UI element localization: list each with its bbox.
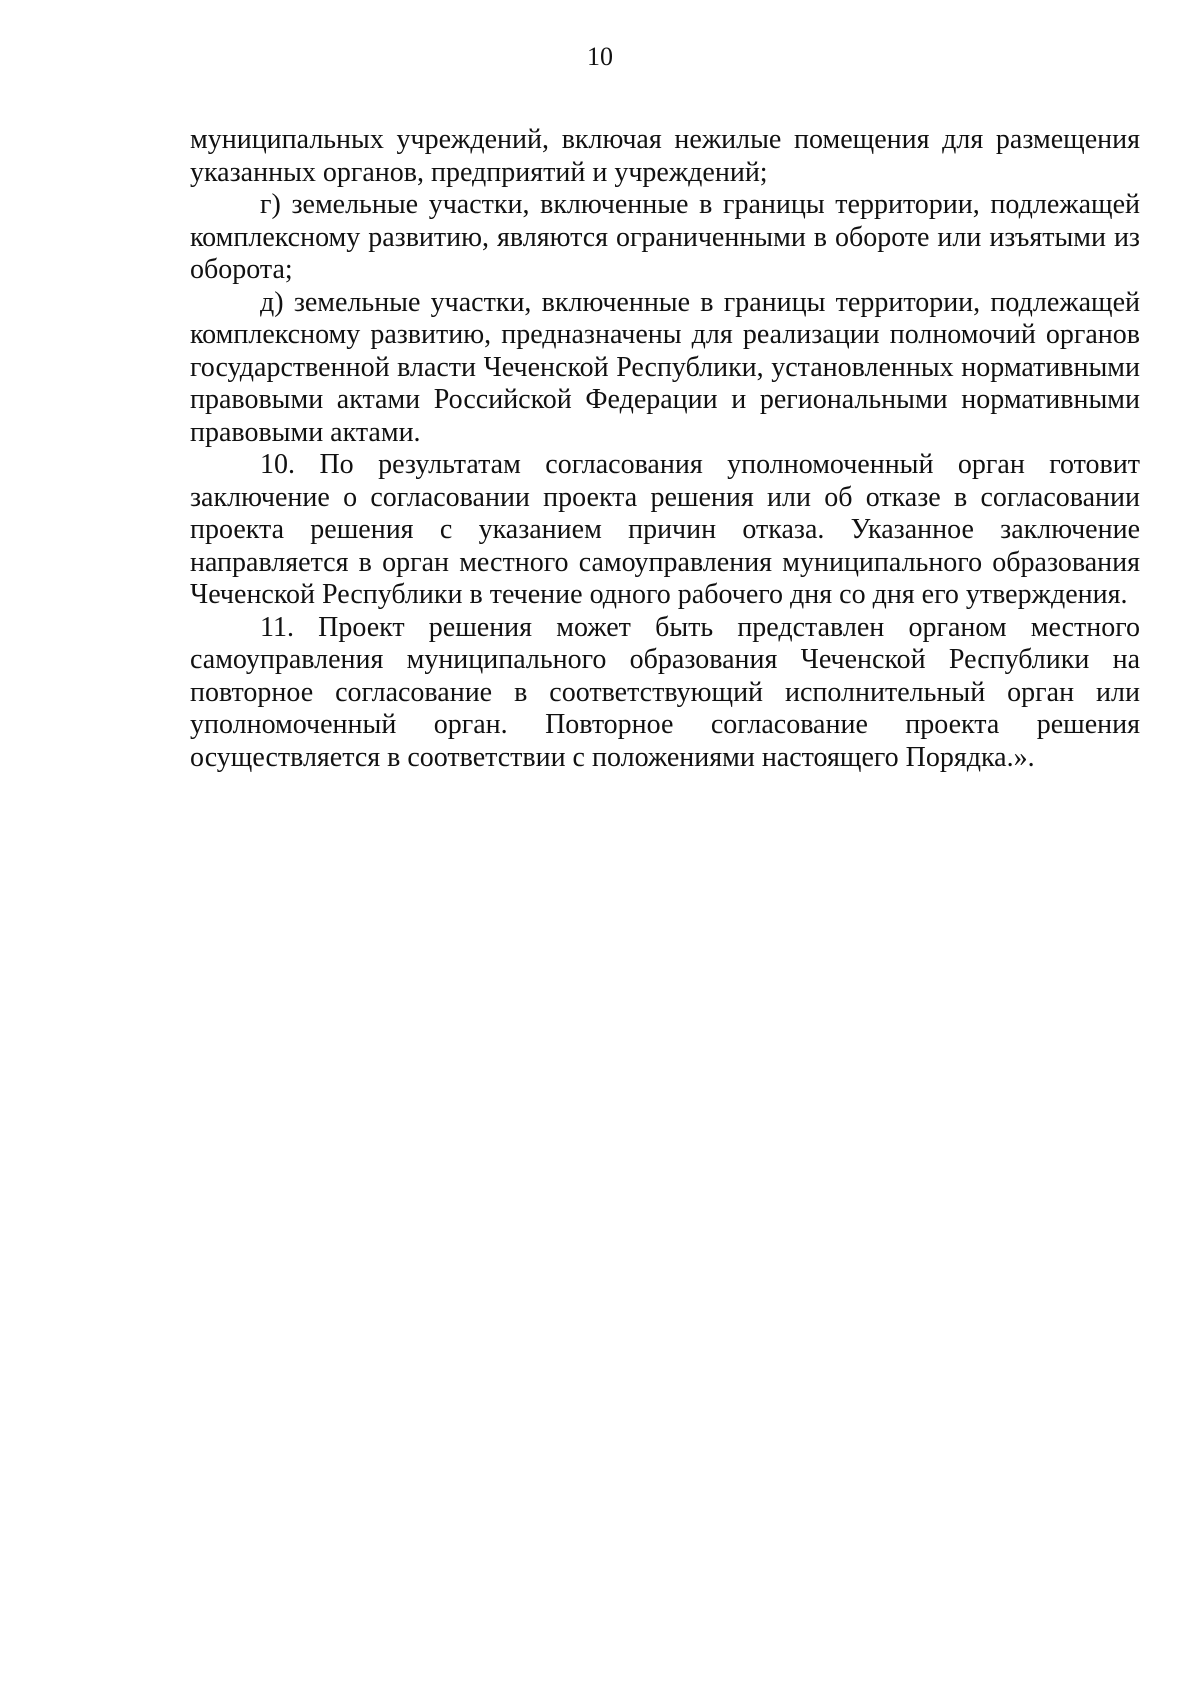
paragraph-item-g: г) земельные участки, включенные в границы территории, подлежащей комплексному развитию, являются ограниченными в обороте или изъятыми из оборота; <box>190 189 1140 285</box>
document-body <box>190 124 1140 774</box>
paragraph-clause-11: 11. Проект решения может быть представлен органом местного самоуправления муниципального образования Чеченской Республики на повторное согласование в соответствующий исполнительный орган или уполномоченный орган. Повторное согласование проекта решения осуществляется в соответствии с положениями настоящего Порядка.». <box>190 611 1140 773</box>
paragraph-clause-10: 10. По результатам согласования уполномоченный орган готовит заключение о согласовании проекта решения или об отказе в согласовании проекта решения с указанием причин отказа. Указанное заключение направляется в орган местного самоуправления муниципального образования Чеченской Республики в течение одного рабочего дня со дня его утверждения. <box>190 449 1140 610</box>
page-number: 10 <box>587 42 613 71</box>
paragraph-item-d: д) земельные участки, включенные в границы территории, подлежащей комплексному развитию, предназначены для реализации полномочий органов государственной власти Чеченской Республики, установленных нормативными правовыми актами Российской Федерации и региональными нормативными правовыми актами. <box>190 286 1140 448</box>
paragraph-continuation: муниципальных учреждений, включая нежилые помещения для размещения указанных органов, предприятий и учреждений; <box>190 124 1140 188</box>
